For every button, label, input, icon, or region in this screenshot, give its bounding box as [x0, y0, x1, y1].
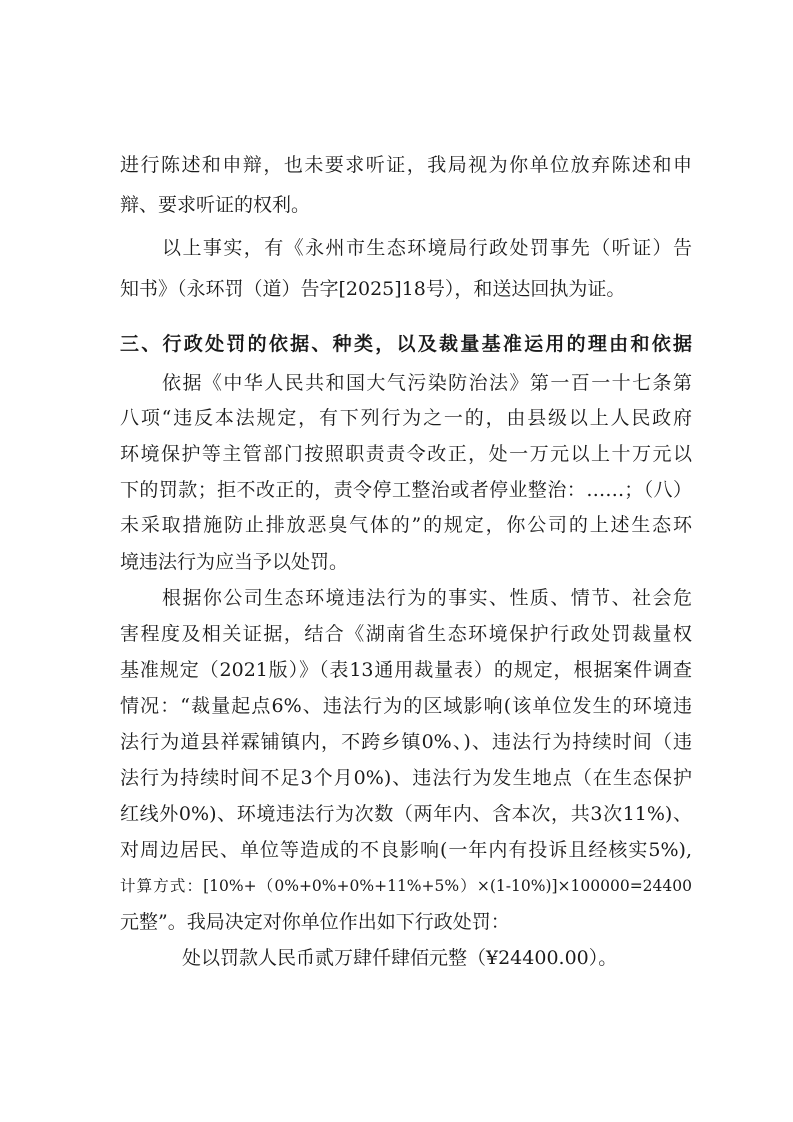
- text-line: 八项“违反本法规定，有下列行为之一的，由县级以上人民政府: [120, 407, 692, 429]
- text-line: 依据《中华人民共和国大气污染防治法》第一百一十七条第: [162, 372, 692, 394]
- text-line: 法行为道县祥霖铺镇内，不跨乡镇0%、)、违法行为持续时间（违: [120, 731, 692, 753]
- text-line: 环境保护等主管部门按照职责责令改正，处一万元以上十万元以: [120, 443, 692, 465]
- text-line: 害程度及相关证据，结合《湖南省生态环境保护行政处罚裁量权: [120, 623, 692, 645]
- text-line: 元整”。我局决定对你单位作出如下行政处罚：: [120, 911, 510, 933]
- text-line: 计算方式：[10%+（0%+0%+0%+11%+5%）×(1-10%)]×100000=24400: [120, 877, 692, 895]
- text-line: 知书》（永环罚（道）告字[2025]18号），和送达回执为证。: [120, 278, 626, 300]
- text-line: 以上事实，有《永州市生态环境局行政处罚事先（听证）告: [162, 237, 692, 259]
- text-line: 进行陈述和申辩，也未要求听证，我局视为你单位放弃陈述和申: [120, 154, 692, 176]
- text-line: 基准规定（2021版）》（表13通用裁量表）的规定，根据案件调查: [120, 659, 692, 681]
- text-line: 未采取措施防止排放恶臭气体的”的规定，你公司的上述生态环: [120, 514, 692, 536]
- text-line: 境违法行为应当予以处罚。: [120, 551, 349, 573]
- text-line: 法行为持续时间不足3个月0%)、违法行为发生地点（在生态保护: [120, 767, 692, 789]
- section-heading: 三、行政处罚的依据、种类，以及裁量基准运用的理由和依据: [120, 333, 692, 355]
- text-line: 处以罚款人民币贰万肆仟肆佰元整（¥24400.00）。: [182, 947, 618, 969]
- text-line: 对周边居民、单位等造成的不良影响(一年内有投诉且经核实5%),: [120, 839, 692, 861]
- text-line: 根据你公司生态环境违法行为的事实、性质、情节、社会危: [162, 587, 692, 609]
- text-line: 辩、要求听证的权利。: [120, 194, 311, 216]
- text-line: 情况：“裁量起点6%、违法行为的区域影响(该单位发生的环境违: [120, 695, 692, 717]
- text-line: 下的罚款；拒不改正的，责令停工整治或者停业整治：……；（八）: [120, 479, 692, 501]
- text-line: 红线外0%)、环境违法行为次数（两年内、含本次，共3次11%)、: [120, 803, 692, 825]
